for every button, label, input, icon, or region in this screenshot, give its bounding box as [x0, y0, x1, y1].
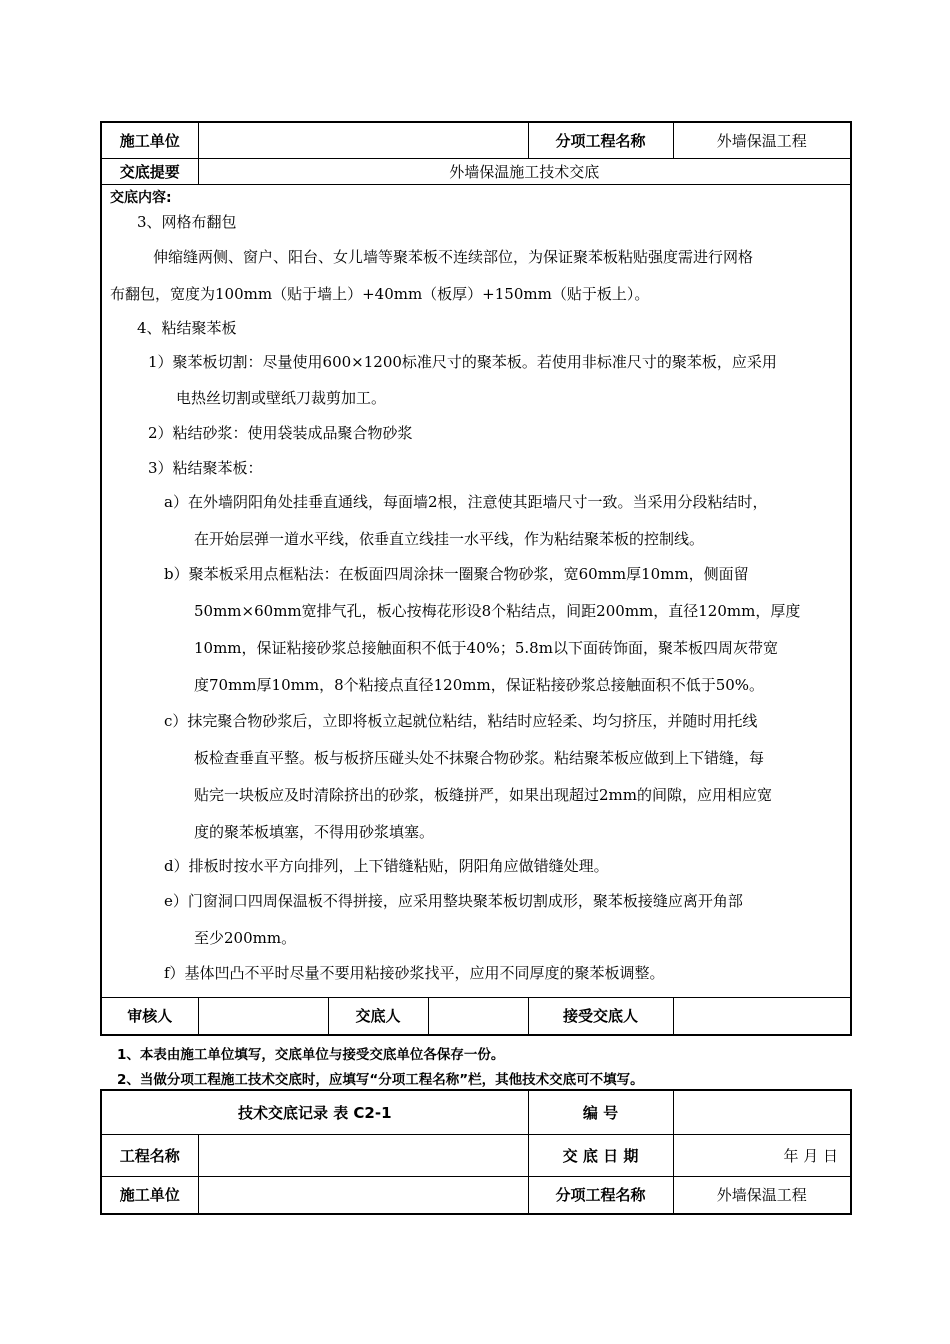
content-line: 板检查垂直平整。板与板挤压碰头处不抹聚合物砂浆。粘结聚苯板应做到上下错缝，每 — [194, 748, 765, 767]
discloser-label: 交底人 — [328, 997, 428, 1035]
disclosure-content — [102, 185, 850, 997]
construction-unit-value-2 — [198, 1176, 528, 1214]
record-header-table — [100, 1089, 852, 1215]
content-line: 度70mm厚10mm，8个粘接点直径120mm，保证粘接砂浆总接触面积不低于50%。 — [194, 675, 765, 694]
content-line: 至少200mm。 — [194, 928, 297, 947]
receiver-label: 接受交底人 — [528, 997, 673, 1035]
project-name-value — [198, 1134, 528, 1176]
content-line: d）排板时按水平方向排列，上下错缝粘贴，阴阳角应做错缝处理。 — [164, 856, 609, 875]
summary-label: 交底提要 — [101, 158, 198, 184]
content-line: 3、网格布翻包 — [137, 212, 237, 231]
content-line: f）基体凹凸不平时尽量不要用粘接砂浆找平，应用不同厚度的聚苯板调整。 — [164, 963, 665, 982]
content-line: 3）粘结聚苯板： — [148, 458, 263, 477]
content-line: 贴完一块板应及时清除挤出的砂浆，板缝拼严，如果出现超过2mm的间隙，应用相应宽 — [194, 785, 772, 804]
note-1: 1、本表由施工单位填写，交底单位与接受交底单位各保存一份。 — [117, 1047, 505, 1063]
construction-unit-value — [198, 122, 528, 158]
construction-unit-label: 施工单位 — [101, 122, 198, 158]
disclosure-content-cell — [101, 184, 851, 997]
content-line: c）抹完聚合物砂浆后，立即将板立起就位粘结，粘结时应轻柔、均匀挤压，并随时用托线 — [164, 711, 758, 730]
content-line: 10mm，保证粘接砂浆总接触面积不低于40%；5.8m以下面砖饰面，聚苯板四周灰带宽 — [194, 638, 778, 657]
subitem-name-value: 外墙保温工程 — [673, 122, 851, 158]
record-title: 技术交底记录 表 C2-1 — [101, 1090, 528, 1134]
number-value — [673, 1090, 851, 1134]
discloser-value — [428, 997, 528, 1035]
subitem-name-label-2: 分项工程名称 — [528, 1176, 673, 1214]
disclosure-date-value: 年 月 日 — [673, 1134, 851, 1176]
content-line: 2）粘结砂浆：使用袋装成品聚合物砂浆 — [148, 423, 413, 442]
disclosure-table — [100, 121, 852, 1036]
subitem-name-label: 分项工程名称 — [528, 122, 673, 158]
reviewer-value — [198, 997, 328, 1035]
content-line: 度的聚苯板填塞，不得用砂浆填塞。 — [194, 822, 435, 841]
receiver-value — [673, 997, 851, 1035]
disclosure-date-label: 交 底 日 期 — [528, 1134, 673, 1176]
reviewer-label: 审核人 — [101, 997, 198, 1035]
content-line: 4、粘结聚苯板 — [137, 318, 237, 337]
number-label: 编 号 — [528, 1090, 673, 1134]
summary-value: 外墙保温施工技术交底 — [198, 158, 851, 184]
subitem-name-value-2: 外墙保温工程 — [673, 1176, 851, 1214]
content-line: 1）聚苯板切割：尽量使用600×1200标准尺寸的聚苯板。若使用非标准尺寸的聚苯板，应采用 — [148, 352, 777, 371]
content-line: 布翻包，宽度为100mm（贴于墙上）+40mm（板厚）+150mm（贴于板上）。 — [110, 284, 650, 303]
content-line: 电热丝切割或壁纸刀裁剪加工。 — [176, 388, 387, 407]
note-2: 2、当做分项工程施工技术交底时，应填写“分项工程名称”栏，其他技术交底可不填写。 — [117, 1072, 644, 1088]
project-name-label: 工程名称 — [101, 1134, 198, 1176]
content-label: 交底内容: — [110, 189, 172, 206]
content-line: 在开始层弹一道水平线，依垂直立线挂一水平线，作为粘结聚苯板的控制线。 — [194, 529, 705, 548]
content-line: b）聚苯板采用点框粘法：在板面四周涂抹一圈聚合物砂浆，宽60mm厚10mm，侧面留 — [164, 564, 749, 583]
content-line: a）在外墙阴阳角处挂垂直通线，每面墙2根，注意使其距墙尺寸一致。当采用分段粘结时， — [164, 492, 768, 511]
content-line: 伸缩缝两侧、窗户、阳台、女儿墙等聚苯板不连续部位，为保证聚苯板粘贴强度需进行网格 — [153, 247, 754, 266]
construction-unit-label-2: 施工单位 — [101, 1176, 198, 1214]
content-line: 50mm×60mm宽排气孔，板心按梅花形设8个粘结点，间距200mm，直径120mm，厚度 — [194, 601, 801, 620]
content-line: e）门窗洞口四周保温板不得拼接，应采用整块聚苯板切割成形，聚苯板接缝应离开角部 — [164, 891, 743, 910]
